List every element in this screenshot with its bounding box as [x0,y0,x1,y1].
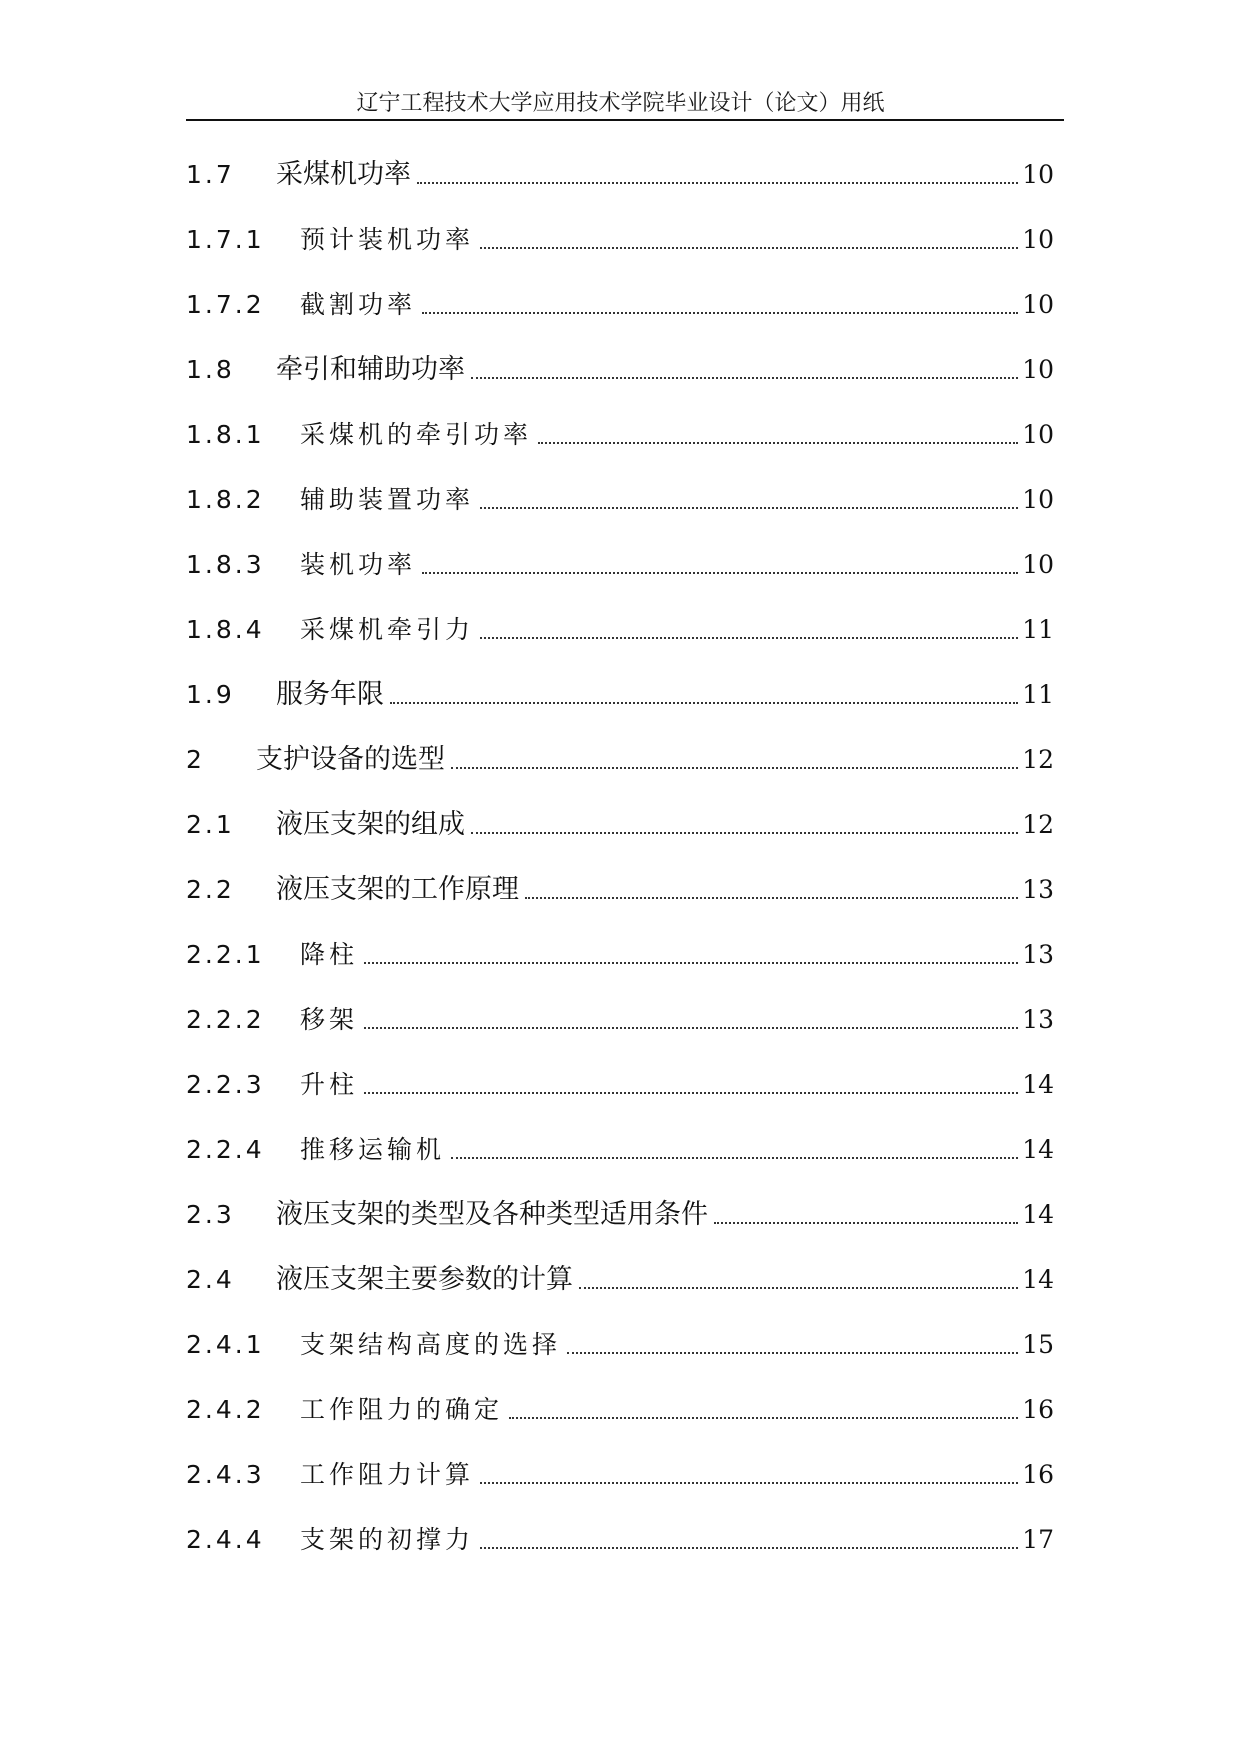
toc-dot-leader [422,290,1018,314]
toc-entry-page-number: 14 [1022,1135,1054,1164]
toc-dot-leader [471,810,1018,834]
toc-entry-page-number: 13 [1022,875,1054,904]
toc-entry-title: 支护设备的选型 [256,744,445,775]
toc-entry[interactable] [186,810,1054,875]
toc-dot-leader [525,875,1018,899]
toc-entry-title: 液压支架的类型及各种类型适用条件 [276,1199,708,1230]
toc-entry[interactable] [186,615,1054,680]
toc-dot-leader [364,1070,1018,1094]
toc-entry-number: 2 [186,745,205,774]
toc-entry[interactable] [186,160,1054,225]
toc-entry-number: 2.2.4 [186,1135,265,1164]
toc-entry-page-number: 16 [1022,1460,1054,1489]
toc-dot-leader [471,355,1018,379]
toc-entry-number: 2.2.1 [186,940,265,969]
toc-entry-title: 预计装机功率 [300,225,475,254]
toc-entry[interactable] [186,1265,1054,1330]
toc-entry-number: 2.3 [186,1200,235,1229]
toc-entry-title: 推移运输机 [300,1135,446,1164]
toc-dot-leader [417,160,1018,184]
toc-entry-title: 降柱 [300,940,359,969]
toc-entry-title: 液压支架主要参数的计算 [276,1264,573,1295]
toc-entry-title: 液压支架的组成 [276,809,465,840]
toc-entry-title: 液压支架的工作原理 [276,874,519,905]
toc-entry-title: 工作阻力的确定 [300,1395,504,1424]
toc-dot-leader [538,420,1018,444]
toc-entry-number: 2.1 [186,810,235,839]
toc-entry-number: 1.8.4 [186,615,265,644]
toc-entry[interactable] [186,1525,1054,1590]
toc-entry-page-number: 15 [1022,1330,1054,1359]
toc-dot-leader [579,1265,1018,1289]
toc-entry-title: 服务年限 [276,679,384,710]
toc-entry-page-number: 11 [1022,615,1054,644]
toc-entry-number: 1.7 [186,160,235,189]
toc-dot-leader [480,1525,1018,1549]
toc-entry-number: 1.9 [186,680,235,709]
toc-entry-title: 采煤机功率 [276,159,411,190]
toc-entry-title: 牵引和辅助功率 [276,354,465,385]
toc-entry-page-number: 10 [1022,160,1054,189]
toc-entry-page-number: 14 [1022,1200,1054,1229]
toc-entry-page-number: 11 [1022,680,1054,709]
toc-entry-number: 2.4 [186,1265,235,1294]
toc-entry[interactable] [186,745,1054,810]
toc-entry-number: 1.7.2 [186,290,265,319]
toc-dot-leader [451,745,1018,769]
table-of-contents [186,160,1054,1590]
toc-entry-number: 1.8.2 [186,485,265,514]
page-header-title: 辽宁工程技术大学应用技术学院毕业设计（论文）用纸 [356,91,885,116]
toc-entry-title: 支架结构高度的选择 [300,1330,562,1359]
toc-entry[interactable] [186,680,1054,745]
toc-entry-page-number: 13 [1022,1005,1054,1034]
header-rule [186,119,1064,121]
toc-dot-leader [509,1395,1018,1419]
toc-entry-title: 升柱 [300,1070,359,1099]
toc-entry-number: 2.2.2 [186,1005,265,1034]
toc-entry-page-number: 12 [1022,745,1054,774]
toc-entry-page-number: 17 [1022,1525,1054,1554]
toc-entry-page-number: 10 [1022,290,1054,319]
toc-dot-leader [364,1005,1018,1029]
toc-entry-title: 辅助装置功率 [300,485,475,514]
toc-entry-title: 采煤机的牵引功率 [300,420,533,449]
toc-dot-leader [480,1460,1018,1484]
toc-entry[interactable] [186,940,1054,1005]
toc-entry-title: 工作阻力计算 [300,1460,475,1489]
toc-entry-number: 1.8.1 [186,420,265,449]
toc-entry-number: 2.4.4 [186,1525,265,1554]
toc-dot-leader [567,1330,1018,1354]
toc-entry[interactable] [186,290,1054,355]
toc-entry-page-number: 16 [1022,1395,1054,1424]
toc-entry-page-number: 10 [1022,485,1054,514]
toc-entry-number: 2.2 [186,875,235,904]
toc-entry-title: 支架的初撑力 [300,1525,475,1554]
toc-entry-number: 1.8.3 [186,550,265,579]
toc-entry-number: 2.4.2 [186,1395,265,1424]
toc-dot-leader [390,680,1018,704]
toc-entry-page-number: 10 [1022,355,1054,384]
toc-dot-leader [714,1200,1018,1224]
toc-entry[interactable] [186,1135,1054,1200]
toc-entry[interactable] [186,225,1054,290]
toc-dot-leader [364,940,1018,964]
toc-entry-title: 采煤机牵引力 [300,615,475,644]
toc-entry[interactable] [186,1070,1054,1135]
toc-entry-page-number: 10 [1022,550,1054,579]
toc-dot-leader [451,1135,1018,1159]
toc-entry[interactable] [186,550,1054,615]
toc-entry[interactable] [186,1460,1054,1525]
toc-entry[interactable] [186,1395,1054,1460]
toc-dot-leader [480,485,1018,509]
toc-entry-page-number: 14 [1022,1265,1054,1294]
toc-entry-page-number: 10 [1022,420,1054,449]
toc-entry-title: 装机功率 [300,550,417,579]
toc-entry[interactable] [186,1005,1054,1070]
toc-entry-page-number: 14 [1022,1070,1054,1099]
toc-entry-page-number: 13 [1022,940,1054,969]
toc-entry-number: 2.2.3 [186,1070,265,1099]
toc-entry-page-number: 10 [1022,225,1054,254]
toc-entry[interactable] [186,420,1054,485]
toc-entry-number: 1.8 [186,355,235,384]
toc-entry[interactable] [186,485,1054,550]
toc-entry[interactable] [186,355,1054,420]
toc-entry-page-number: 12 [1022,810,1054,839]
toc-entry[interactable] [186,1200,1054,1265]
toc-entry-number: 2.4.1 [186,1330,265,1359]
toc-entry[interactable] [186,875,1054,940]
toc-entry-number: 2.4.3 [186,1460,265,1489]
toc-entry[interactable] [186,1330,1054,1395]
toc-entry-title: 移架 [300,1005,359,1034]
toc-dot-leader [480,225,1018,249]
toc-entry-number: 1.7.1 [186,225,265,254]
toc-dot-leader [480,615,1018,639]
toc-dot-leader [422,550,1018,574]
toc-entry-title: 截割功率 [300,290,417,319]
